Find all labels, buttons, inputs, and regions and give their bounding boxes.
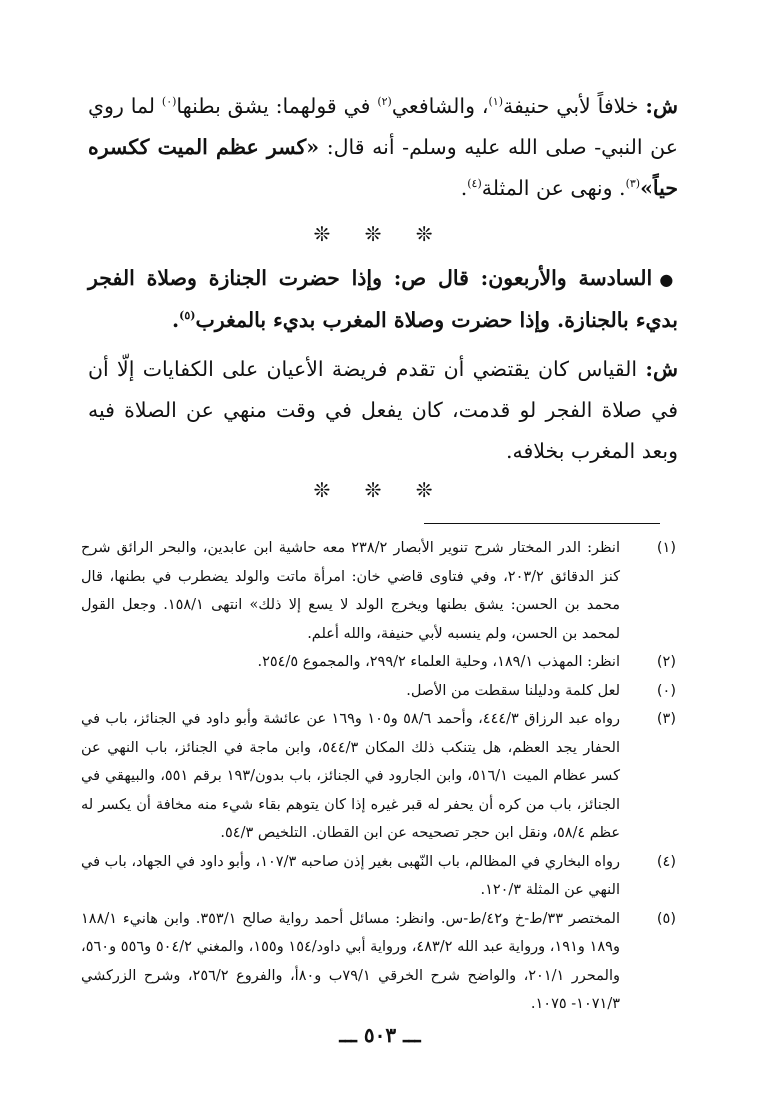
paragraph-1-text-e: . ونهى عن المثلة (481, 176, 626, 200)
footnote (81, 848, 676, 905)
footnote-number: (٢) (656, 654, 676, 670)
footnote (81, 705, 676, 848)
section-divider-stars: ❊ ❊ ❊ (313, 222, 447, 246)
footnote (81, 534, 676, 648)
footnote-number: (١) (656, 540, 676, 556)
paragraph-3-text: القياس كان يقتضي أن تقدم فريضة الأعيان على الكفايات إلّا أن في صلاة الفجر لو قدمت، كان يفعل في وقت منهي عن الصلاة فيه وبعد المغرب بخلافه. (88, 357, 678, 463)
footnote-number: (٥) (656, 910, 676, 927)
footnote-text: المختصر ٣٣/ط-خ و٤٢/ط-س. وانظر: مسائل أحمد رواية صالح ٣٥٣/١. وابن هانيء ١٨٨/١ و١٨٩ و١٩١، ورواية عبد الله ٤٨٣/٢، ورواية أبي داود/١٥٤ و١٥٥، والمغني ٥٠٤/٢ و٥٥٦ و٥٦٠، والمحرر ٢٠١/١، والواضح شرح الخرقي ٧٩/١ب و٨٠أ، والفروع ٢٥٦/٢، وشرح الزركشي ١٠٧١/٣- ١٠٧٥. (81, 910, 621, 1012)
footnote-ref-0: (٠) (161, 95, 177, 109)
footnote-number: (٠) (656, 682, 676, 699)
footnote-text: رواه عبد الرزاق ٤٤٤/٣، وأحمد ٥٨/٦ و١٠٥ و١٦٩ عن عائشة وأبو داود في الجنائز، باب في الحفار يجد العظم، هل يتنكب ذلك المكان ٥٤٤/٣، وابن ماجة في الجنائز، باب النهي عن كسر عظام الميت ٥١٦/١، وابن الجارود في الجنائز، باب بدون/١٩٣ برقم ٥٥١، والبيهقي في الجنائز، باب من كره أن يحفر له قبر غيره إذا كان يتوهم بقاء شيء منه مخافة أن يكسر له عظم ٥٨/٤، ونقل ابن حجر تصحيحه عن ابن القطان. التلخيص ٥٤/٣. (81, 711, 620, 841)
section-divider-stars: ❊ ❊ ❊ (313, 478, 447, 502)
footnote-number: (٤) (656, 853, 676, 870)
paragraph-1-text-c: في قولهما: يشق بطنها (176, 94, 378, 118)
footnote-number: (٣) (656, 711, 676, 727)
sharh-marker: ش: (645, 94, 678, 118)
paragraph-1-text-a: خلافاً لأبي حنيفة (502, 94, 646, 118)
paragraph-1-text-b: ، والشافعي (391, 94, 489, 118)
hadith-quote: «كسر عظم الميت ككسره حياً» (88, 135, 678, 200)
paragraph-2-text: السادسة والأربعون: قال ص: وإذا حضرت الجنازة وصلاة الفجر بديء بالجنازة. وإذا حضرت وصلاة المغرب بديء بالمغرب (88, 266, 678, 332)
footnote-ref-5: (٥) (179, 309, 196, 323)
footnote-text: انظر: الدر المختار شرح تنوير الأبصار ٢٣٨/٢ معه حاشية ابن عابدين، والبحر الرائق شرح كنز الدقائق ٢٠٣/٢، وفي فتاوى قاضي خان: امرأة ماتت والولد يضطرب في بطنها، قال محمد بن الحسن: يشق بطنها ويخرج الولد لا يسع إلا ذلك» انتهى ١٥٨/١. وجعل القول لمحمد بن الحسن، ولم ينسبه لأبي حنيفة، والله أعلم. (81, 540, 621, 642)
footnote-separator (424, 523, 660, 524)
footnotes (81, 534, 676, 1019)
footnote-ref-3: (٣) (625, 177, 641, 191)
bullet-icon: ● (659, 270, 678, 289)
paragraph-1 (88, 86, 678, 209)
footnote (81, 648, 676, 677)
paragraph-1-text-d: لما روي عن النبي- صلى الله عليه وسلم- أنه قال: (88, 94, 678, 159)
paragraph-1-text-f: . (460, 176, 468, 200)
paragraph-2 (88, 258, 678, 341)
footnote (81, 677, 676, 706)
footnote (81, 905, 676, 1019)
sharh-marker: ش: (645, 357, 678, 381)
paragraph-2-end: . (171, 308, 180, 332)
footnote-text: رواه البخاري في المظالم، باب النّهبى بغير إذن صاحبه ١٠٧/٣، وأبو داود في الجهاد، باب في النهي عن المثلة ١٢٠/٣. (81, 853, 620, 898)
footnote-ref-4: (٤) (467, 177, 482, 191)
footnote-text: انظر: المهذب ١٨٩/١، وحلية العلماء ٢٩٩/٢، والمجموع ٢٥٤/٥. (257, 654, 620, 670)
page-number: ـــ ٥٠٣ ـــ (339, 1023, 421, 1047)
footnote-ref-2: (٢) (377, 95, 392, 109)
paragraph-3 (88, 349, 678, 472)
footnote-ref-1: (١) (488, 95, 503, 109)
footnote-text: لعل كلمة ودليلنا سقطت من الأصل. (406, 682, 620, 699)
